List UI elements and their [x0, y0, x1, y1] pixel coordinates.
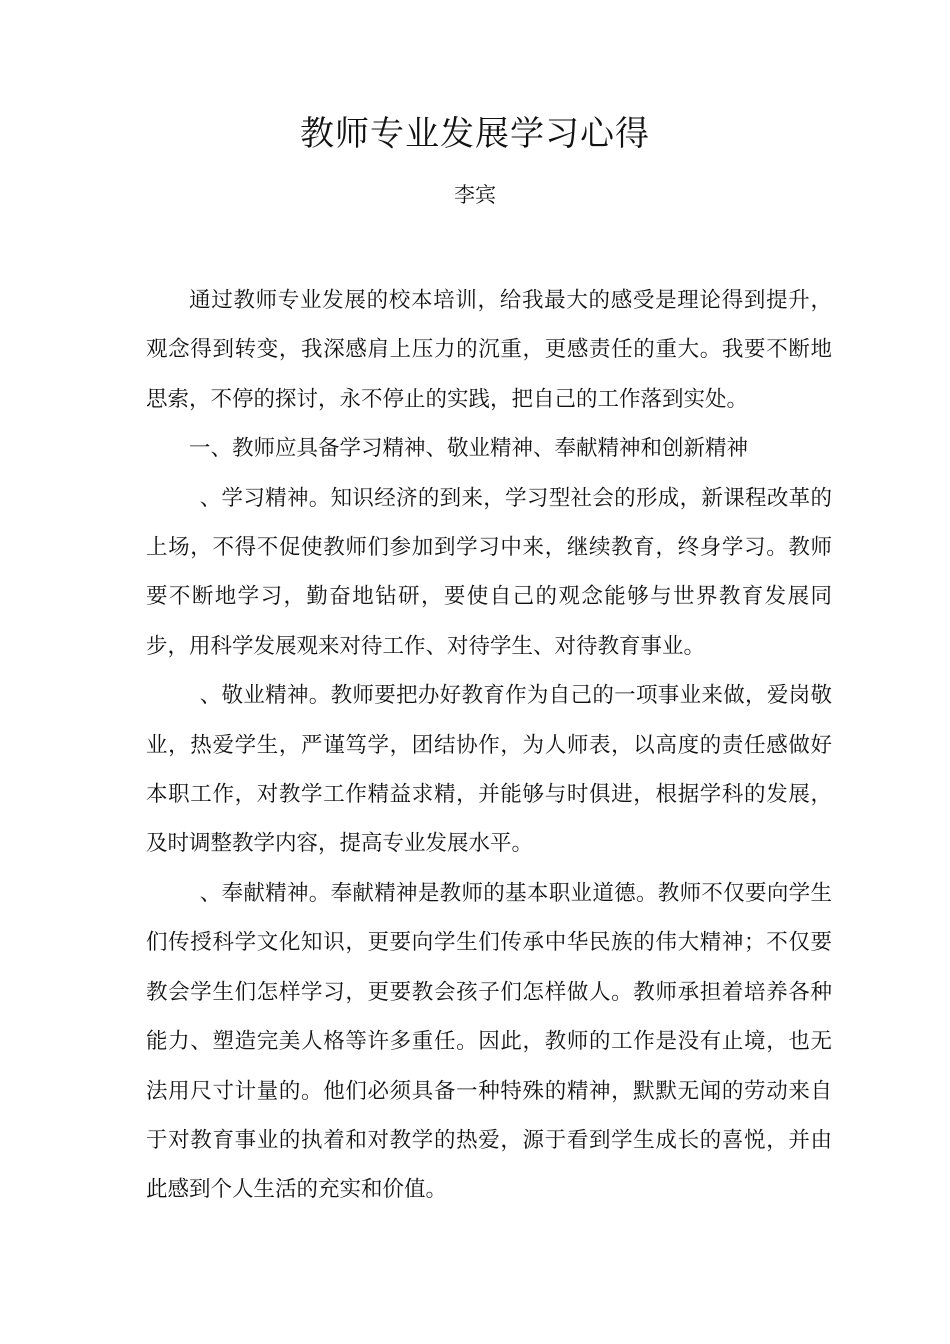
- dedication-spirit-paragraph: 、敬业精神。教师要把办好教育作为自己的一项事业来做，爱岗敬业，热爱学生，严谨笃学，团结协作，为人师表，以高度的责任感做好本职工作，对教学工作精益求精，并能够与时俱进，根据学科的发展，及时调整教学内容，提高专业发展水平。: [146, 683, 832, 857]
- document-body: [146, 276, 832, 1215]
- author-name: 李宾: [454, 183, 496, 207]
- learning-spirit-paragraph: 、学习精神。知识经济的到来，学习型社会的形成，新课程改革的上场，不得不促使教师们参加到学习中来，继续教育，终身学习。教师要不断地学习，勤奋地钻研，要使自己的观念能够与世界教育发展同步，用科学发展观来对待工作、对待学生、对待教育事业。: [146, 485, 832, 659]
- document-title: 教师专业发展学习心得: [300, 114, 650, 154]
- intro-paragraph: 通过教师专业发展的校本培训，给我最大的感受是理论得到提升，观念得到转变，我深感肩上压力的沉重，更感责任的重大。我要不断地思索，不停的探讨，永不停止的实践，把自己的工作落到实处。: [146, 288, 832, 412]
- devotion-spirit-paragraph: 、奉献精神。奉献精神是教师的基本职业道德。教师不仅要向学生们传授科学文化知识，更要向学生们传承中华民族的伟大精神；不仅要教会学生们怎样学习，更要教会孩子们怎样做人。教师承担着培养各种能力、塑造完美人格等许多重任。因此，教师的工作是没有止境，也无法用尺寸计量的。他们必须具备一种特殊的精神，默默无闻的劳动来自于对教育事业的执着和对教学的热爱，源于看到学生成长的喜悦，并由此感到个人生活的充实和价值。: [146, 880, 832, 1203]
- section-heading: 一、教师应具备学习精神、敬业精神、奉献精神和创新精神: [189, 436, 749, 462]
